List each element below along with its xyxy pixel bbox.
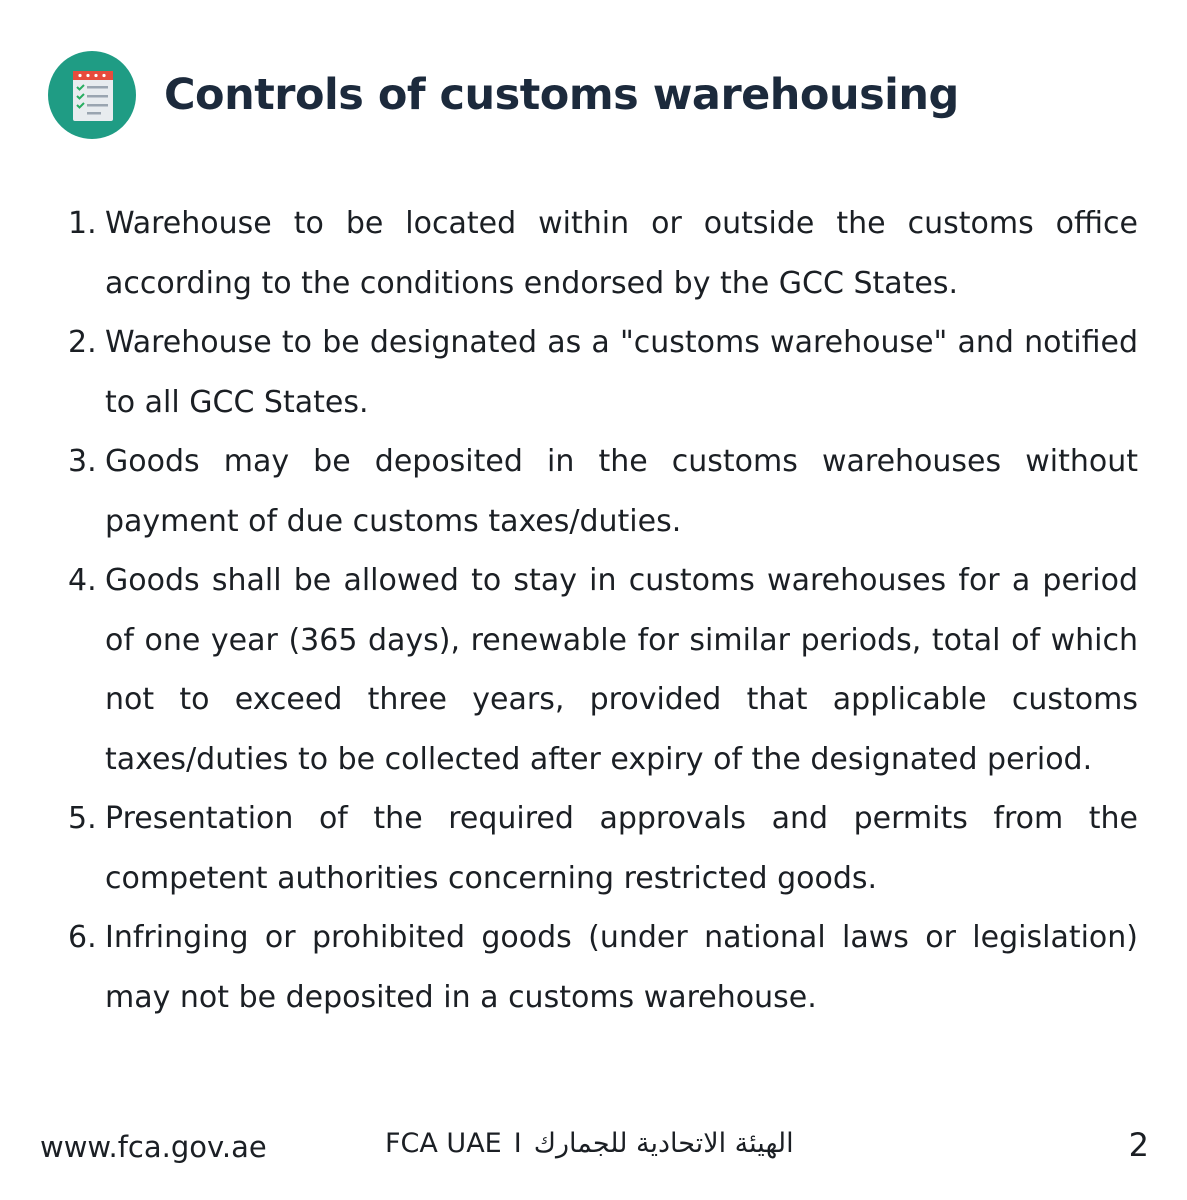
item-text: Warehouse to be located within or outside the customs office according to the conditions endorsed by the GCC States. [105, 206, 1138, 301]
list-item [68, 551, 1138, 789]
list-item [68, 789, 1138, 908]
page-number: 2 [1128, 1126, 1149, 1164]
list-item [68, 432, 1138, 551]
controls-list [68, 194, 1138, 1027]
page-title: Controls of customs warehousing [164, 70, 959, 120]
item-text: Goods may be deposited in the customs warehouses without payment of due customs taxes/duties. [105, 444, 1138, 539]
header [48, 50, 959, 140]
list-item [68, 313, 1138, 432]
brand-arabic: الهيئة الاتحادية للجمارك [533, 1128, 794, 1159]
item-text: Goods shall be allowed to stay in customs warehouses for a period of one year (365 days), renewable for similar periods, total of which not to exceed three years, provided that applicable customs taxes/duties to be collected after expiry of the designated period. [105, 563, 1138, 777]
website-link[interactable]: www.fca.gov.ae [40, 1130, 267, 1164]
item-number: 4. [68, 563, 97, 598]
brand-english: FCA UAE [385, 1128, 502, 1159]
item-text: Presentation of the required approvals and permits from the competent authorities concerning restricted goods. [105, 801, 1138, 896]
item-number: 5. [68, 801, 97, 836]
item-number: 1. [68, 206, 97, 241]
list-item [68, 908, 1138, 1027]
brand-name [385, 1128, 794, 1159]
checklist-icon [48, 51, 136, 139]
footer [0, 1120, 1187, 1180]
list-item [68, 194, 1138, 313]
item-text: Warehouse to be designated as a "customs warehouse" and notified to all GCC States. [105, 325, 1138, 420]
item-number: 3. [68, 444, 97, 479]
item-number: 2. [68, 325, 97, 360]
brand-separator: I [513, 1128, 522, 1159]
item-text: Infringing or prohibited goods (under national laws or legislation) may not be deposited in a customs warehouse. [105, 920, 1138, 1015]
item-number: 6. [68, 920, 97, 955]
